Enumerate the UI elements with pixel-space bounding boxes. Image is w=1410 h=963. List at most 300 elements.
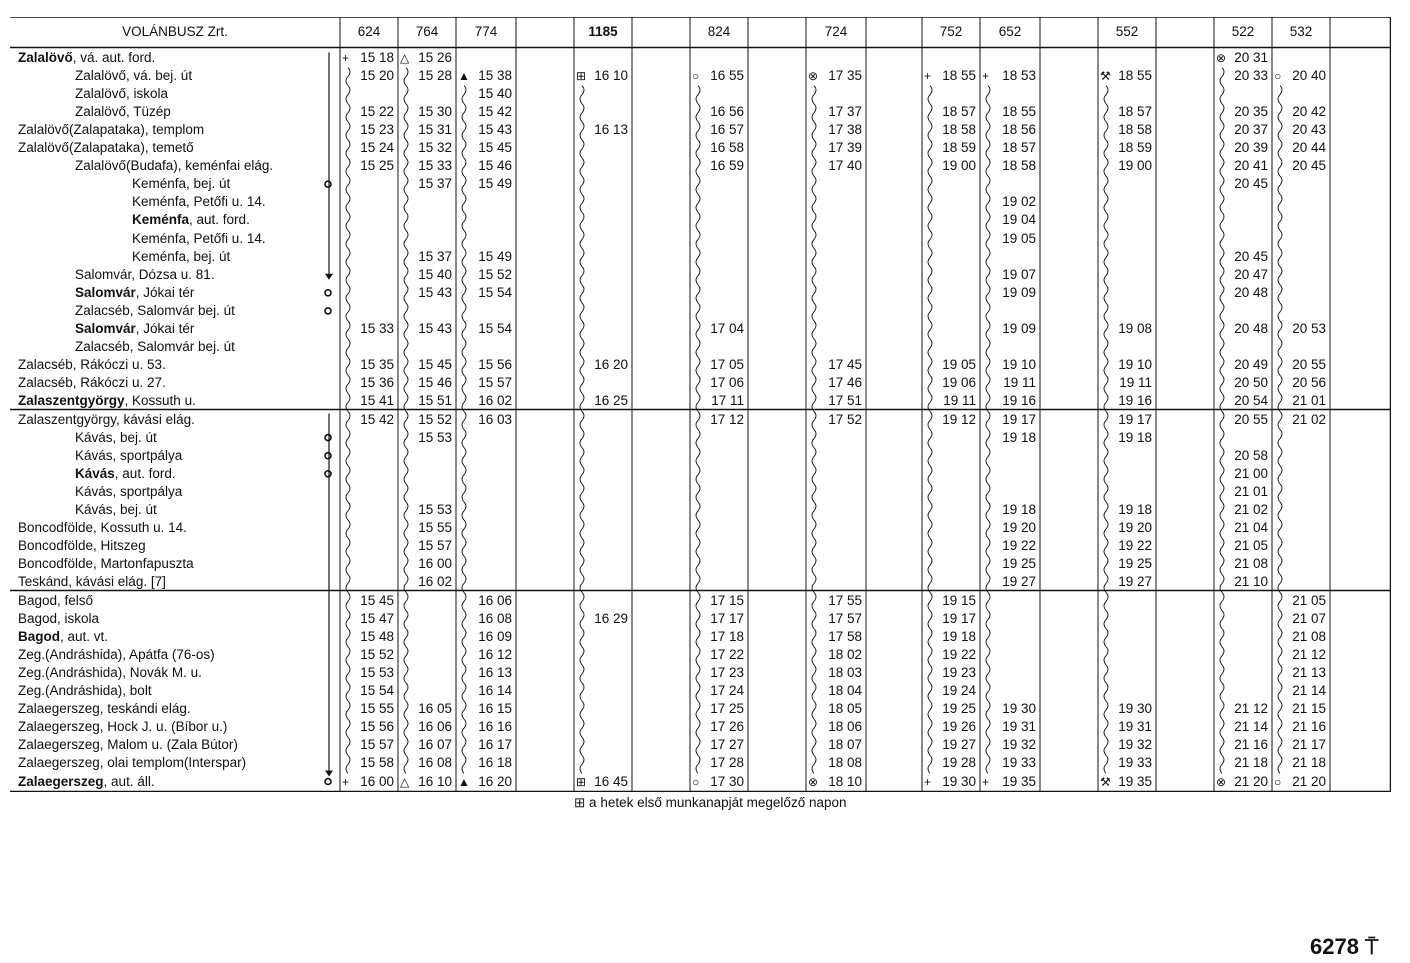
route-wave [986,267,990,285]
departure-time: 15 49 [478,248,512,264]
stop-name: Zalalövő, vá. bej. út [75,67,193,83]
route-wave [812,158,816,176]
departure-time: 16 00 [360,773,394,789]
no-stop-wave [696,520,700,538]
departure-time: 16 10 [594,67,628,83]
no-stop-wave [986,611,990,629]
no-stop-wave [580,683,584,701]
departure-time: 21 16 [1292,719,1326,735]
no-stop-wave [928,502,932,520]
route-wave [346,375,350,393]
departure-time: 19 11 [1119,375,1152,391]
no-stop-wave [580,86,584,104]
departure-time: 19 15 [942,592,976,608]
no-stop-wave [1220,683,1224,701]
route-wave [1278,719,1282,737]
route-wave [404,574,408,592]
no-stop-wave [580,538,584,556]
route-wave [404,737,408,755]
no-stop-wave [346,267,350,285]
departure-time: 16 59 [710,158,744,174]
service-symbol-icon: + [924,774,932,789]
no-stop-wave [1278,194,1282,212]
departure-time: 21 04 [1234,520,1268,536]
departure-time: 20 55 [1292,357,1326,373]
route-wave [346,629,350,647]
stop-name-suffix: , vá. aut. ford. [72,49,156,65]
service-symbol-icon: ⚒ [1100,774,1111,789]
no-stop-wave [1278,249,1282,267]
route-wave [812,375,816,393]
departure-time: 19 30 [942,773,976,789]
departure-time: 17 23 [710,664,744,680]
no-stop-wave [346,466,350,484]
route-wave [696,393,700,411]
departure-time: 16 10 [418,773,452,789]
route-wave [1220,267,1224,285]
stop-name: Zalalövő, Tüzép [75,103,171,119]
no-stop-wave [812,484,816,502]
departure-time: 19 20 [1002,520,1036,536]
route-wave [462,701,466,719]
route-wave [696,593,700,611]
route-wave [696,755,700,773]
departure-time: 17 37 [828,103,862,119]
service-symbol-icon: ▲ [458,68,470,83]
departure-time: 18 58 [942,121,976,137]
departure-time: 17 06 [710,375,744,391]
departure-time: 16 16 [478,719,512,735]
route-wave [928,737,932,755]
no-stop-wave [1104,212,1108,230]
departure-time: 17 15 [710,592,744,608]
no-stop-wave [1220,665,1224,683]
departure-time: 20 40 [1292,67,1326,83]
service-symbol-icon: ⊗ [1216,774,1227,789]
route-wave [1220,68,1224,86]
no-stop-wave [580,231,584,249]
route-wave [1278,611,1282,629]
no-stop-wave [346,194,350,212]
route-wave [1220,484,1224,502]
route-wave [1104,701,1108,719]
departure-time: 15 42 [360,411,394,427]
route-wave [1278,321,1282,339]
departure-time: 20 58 [1234,447,1268,463]
stop-name: Zalalövő, iskola [75,85,169,101]
route-wave [1104,556,1108,574]
stop-name-bold: Bagod [18,628,60,644]
route-wave [986,194,990,212]
departure-time: 15 46 [418,375,452,391]
no-stop-wave [1104,285,1108,303]
departure-time: 18 55 [942,67,976,83]
route-wave [986,556,990,574]
departure-time: 19 18 [1118,502,1152,517]
stop-name-suffix: , aut. ford. [189,212,250,228]
departure-time: 16 17 [478,737,512,753]
stop-name: Zalacséb, Salomvár bej. út [75,339,235,355]
stop-name-suffix: , Jókai tér [135,284,195,300]
route-wave [928,647,932,665]
route-wave [1104,393,1108,411]
departure-time: 20 45 [1292,158,1326,174]
turnaround-circle-icon [325,181,331,187]
no-stop-wave [462,574,466,592]
route-wave [404,321,408,339]
departure-time: 16 00 [418,556,452,572]
departure-time: 21 15 [1292,701,1326,717]
no-stop-wave [580,556,584,574]
route-wave [462,122,466,140]
train-number: 774 [474,24,498,39]
no-stop-wave [928,448,932,466]
route-wave [1220,122,1224,140]
departure-time: 17 18 [710,628,744,644]
route-wave [696,104,700,122]
route-wave [1104,357,1108,375]
route-wave [1278,140,1282,158]
departure-time: 19 22 [942,646,976,662]
route-wave [404,701,408,719]
no-stop-wave [696,448,700,466]
route-wave [812,755,816,773]
departure-time: 18 03 [828,664,862,680]
route-wave [1220,393,1224,411]
no-stop-wave [928,484,932,502]
departure-time: 15 37 [418,176,452,192]
departure-time: 17 38 [828,121,862,137]
route-wave [462,755,466,773]
no-stop-wave [928,249,932,267]
departure-time: 18 58 [1118,121,1152,137]
stop-name: Kávás, sportpálya [75,483,183,499]
no-stop-wave [1278,520,1282,538]
no-stop-wave [346,520,350,538]
departure-time: 17 51 [828,393,862,409]
no-stop-wave [404,466,408,484]
no-stop-wave [1220,593,1224,611]
departure-time: 18 58 [1002,158,1036,174]
route-wave [812,593,816,611]
departure-time: 19 11 [943,393,976,409]
no-stop-wave [1104,593,1108,611]
departure-time: 18 59 [1118,140,1152,155]
departure-time: 20 48 [1234,321,1268,336]
route-wave [1220,412,1224,430]
route-wave [346,611,350,629]
no-stop-wave [580,267,584,285]
route-wave [1104,520,1108,538]
no-stop-wave [404,86,408,104]
route-wave [580,357,584,375]
departure-time: 15 20 [360,67,394,83]
route-wave [812,140,816,158]
no-stop-wave [1278,176,1282,194]
stop-name-suffix: , Kossuth u. [124,393,196,409]
stop-name: Zalalövő(Budafa), keménfai elág. [75,158,274,174]
no-stop-wave [346,556,350,574]
departure-time: 16 05 [418,701,452,717]
stop-name: Zalaegerszeg, Hock J. u. (Bíbor u.) [18,719,228,735]
no-stop-wave [1278,339,1282,357]
no-stop-wave [812,538,816,556]
route-wave [696,665,700,683]
route-wave [580,393,584,411]
route-wave [462,140,466,158]
no-stop-wave [928,520,932,538]
departure-time: 21 07 [1292,610,1326,626]
departure-time: 15 40 [418,266,452,282]
stop-name: Zalaegerszeg, olai templom(Interspar) [18,755,247,771]
no-stop-wave [812,448,816,466]
route-wave [462,665,466,683]
no-stop-wave [986,176,990,194]
departure-time: 19 32 [1002,737,1036,753]
route-wave [812,122,816,140]
departure-time: 17 04 [710,321,744,336]
train-number: 522 [1231,24,1255,39]
no-stop-wave [1278,556,1282,574]
no-stop-wave [1220,647,1224,665]
route-wave [696,719,700,737]
route-wave [812,647,816,665]
route-wave [986,375,990,393]
route-wave [1278,412,1282,430]
departure-time: 15 53 [418,502,452,517]
departure-time: 19 32 [1118,737,1152,753]
route-wave [462,393,466,411]
stop-name: Kávás, bej. út [75,502,157,517]
departure-time: 15 42 [478,103,512,119]
route-wave [404,556,408,574]
departure-time: 15 45 [478,140,512,155]
stop-name-suffix: , Jókai tér [135,321,195,336]
departure-time: 21 02 [1292,411,1326,427]
route-wave [696,140,700,158]
no-stop-wave [812,86,816,104]
stop-name: Boncodfölde, Kossuth u. 14. [18,520,187,536]
route-wave [1220,140,1224,158]
route-wave [696,375,700,393]
stop-name: Zalacséb, Rákóczi u. 53. [18,357,166,373]
route-wave [812,104,816,122]
departure-time: 19 25 [942,701,976,717]
departure-time: 17 25 [710,701,744,717]
departure-time: 15 56 [478,357,512,373]
route-wave [986,140,990,158]
route-wave [928,629,932,647]
departure-time: 16 18 [478,755,512,771]
departure-time: 20 35 [1234,103,1268,119]
departure-time: 16 57 [710,121,744,137]
departure-time: 16 12 [478,646,512,662]
stop-name-bold: Zalaegerszeg [18,773,104,789]
no-stop-wave [580,484,584,502]
no-stop-wave [404,611,408,629]
route-wave [928,357,932,375]
route-wave [404,140,408,158]
route-wave [404,249,408,267]
stop-name: Zalalövő(Zalapataka), temető [18,140,194,155]
service-symbol-icon: ⊞ [576,68,587,83]
no-stop-wave [1278,574,1282,592]
departure-time: 16 06 [478,592,512,608]
departure-time: 15 43 [478,121,512,137]
departure-time: 19 02 [1002,194,1036,210]
route-wave [346,701,350,719]
no-stop-wave [1278,212,1282,230]
departure-time: 19 08 [1118,321,1152,336]
no-stop-wave [928,176,932,194]
service-symbol-icon: + [342,50,350,65]
no-stop-wave [580,321,584,339]
departure-time: 18 55 [1118,67,1152,83]
no-stop-wave [986,249,990,267]
stop-name: Keménfa, Petőfi u. 14. [132,194,266,210]
departure-time: 17 45 [828,357,862,373]
no-stop-wave [462,231,466,249]
route-wave [812,393,816,411]
route-wave [1220,755,1224,773]
departure-time: 19 22 [1002,538,1036,554]
route-wave [462,629,466,647]
route-wave [404,104,408,122]
departure-time: 19 22 [1118,538,1152,554]
departure-time: 19 28 [942,755,976,771]
route-wave [1220,719,1224,737]
route-wave [812,701,816,719]
turnaround-circle-icon [325,779,331,785]
no-stop-wave [812,321,816,339]
route-wave [462,176,466,194]
service-symbol-icon: + [982,68,990,83]
departure-time: 21 12 [1234,701,1268,717]
no-stop-wave [928,212,932,230]
no-stop-wave [1104,86,1108,104]
departure-time: 15 48 [360,628,394,644]
no-stop-wave [580,249,584,267]
departure-time: 17 58 [828,628,862,644]
route-wave [346,719,350,737]
route-wave [928,158,932,176]
departure-time: 19 05 [1002,230,1036,246]
route-wave [462,104,466,122]
route-wave [696,683,700,701]
departure-time: 16 06 [418,719,452,735]
departure-time: 21 10 [1234,574,1268,590]
no-stop-wave [1104,176,1108,194]
no-stop-wave [1104,629,1108,647]
route-wave [928,683,932,701]
no-stop-wave [812,285,816,303]
route-wave [462,158,466,176]
stop-name: Boncodfölde, Hitszeg [18,538,146,554]
no-stop-wave [346,176,350,194]
route-wave [346,140,350,158]
stop-name-suffix: , aut. áll. [103,773,155,789]
route-wave [696,629,700,647]
departure-time: 19 33 [1002,755,1036,771]
route-wave [986,538,990,556]
departure-time: 16 20 [594,357,628,373]
no-stop-wave [1278,267,1282,285]
route-wave [928,393,932,411]
turnaround-circle-icon [325,471,331,477]
departure-time: 16 13 [594,121,628,137]
no-stop-wave [696,231,700,249]
departure-time: 15 23 [360,121,394,137]
no-stop-wave [580,755,584,773]
no-stop-wave [1220,231,1224,249]
no-stop-wave [580,520,584,538]
route-wave [812,719,816,737]
route-wave [928,412,932,430]
stop-name: Bagod, iskola [18,610,100,626]
departure-time: 15 30 [418,103,452,119]
route-wave [404,520,408,538]
departure-time: 16 58 [710,140,744,155]
departure-time: 20 42 [1292,103,1326,119]
no-stop-wave [1104,194,1108,212]
departure-time: 20 43 [1292,121,1326,137]
departure-time: 19 16 [1118,393,1152,409]
departure-time: 19 33 [1118,755,1152,771]
departure-time: 16 02 [478,393,512,409]
no-stop-wave [404,194,408,212]
departure-time: 21 20 [1234,773,1268,789]
route-wave [812,665,816,683]
route-wave [404,267,408,285]
departure-time: 21 18 [1292,755,1326,771]
no-stop-wave [580,719,584,737]
route-wave [1104,538,1108,556]
route-wave [462,86,466,104]
no-stop-wave [928,267,932,285]
departure-time: 19 24 [942,683,976,698]
route-wave [462,737,466,755]
departure-time: 16 02 [418,574,452,590]
departure-time: 17 28 [710,755,744,771]
departure-time: 15 28 [418,67,452,83]
route-wave [1278,629,1282,647]
no-stop-wave [986,448,990,466]
departure-time: 16 13 [478,664,512,680]
departure-time: 20 55 [1234,411,1268,427]
train-number: 752 [939,24,963,39]
departure-time: 16 09 [478,628,512,644]
departure-time: 15 49 [478,176,512,192]
departure-time: 21 20 [1292,773,1326,789]
service-symbol-icon: ○ [1274,68,1282,83]
no-stop-wave [404,647,408,665]
no-stop-wave [696,484,700,502]
departure-time: 19 18 [1118,429,1152,445]
no-stop-wave [696,303,700,321]
no-stop-wave [1220,339,1224,357]
no-stop-wave [1220,430,1224,448]
route-wave [404,719,408,737]
departure-time: 17 39 [828,140,862,155]
route-wave [346,68,350,86]
departure-time: 20 45 [1234,176,1268,192]
departure-time: 18 05 [828,701,862,717]
route-wave [1278,755,1282,773]
no-stop-wave [812,520,816,538]
departure-time: 15 54 [478,284,512,300]
departure-time: 15 32 [418,140,452,155]
departure-time: 17 46 [828,375,862,391]
